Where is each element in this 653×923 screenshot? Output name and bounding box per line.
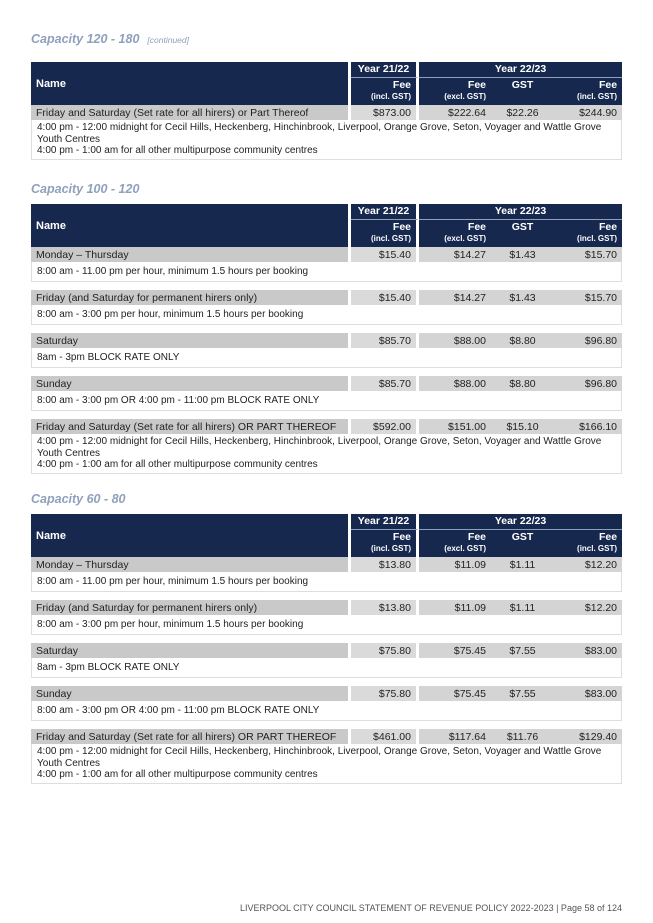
fee-year-21-22: $873.00 (351, 105, 419, 120)
gst-amount: $1.11 (491, 600, 554, 615)
fee-table (31, 204, 622, 474)
column-header-year-21-22: Year 21/22 (351, 514, 419, 530)
row-spacer (31, 592, 622, 600)
table-row (31, 600, 622, 615)
fee-excl-gst: $88.00 (419, 376, 491, 391)
table-row-note (31, 305, 622, 325)
fee-year-21-22: $85.70 (351, 376, 419, 391)
column-header-fee-excl: Fee (excl. GST) (419, 530, 491, 557)
table-row-note (31, 391, 622, 411)
column-header-year-21-22: Year 21/22 (351, 62, 419, 78)
fee-incl-gst: $83.00 (554, 686, 622, 701)
fee-incl-gst: $244.90 (554, 105, 622, 120)
column-header-year-21-22: Year 21/22 (351, 204, 419, 220)
fee-year-21-22: $85.70 (351, 333, 419, 348)
fee-year-21-22: $15.40 (351, 290, 419, 305)
gst-amount: $11.76 (491, 729, 554, 744)
table-row-note (31, 701, 622, 721)
table-row-note (31, 572, 622, 592)
table-row-note (31, 262, 622, 282)
fee-name: Saturday (31, 643, 351, 658)
table-row-note (31, 615, 622, 635)
row-spacer (31, 721, 622, 729)
column-header-name: Name (31, 514, 351, 557)
row-note: 8:00 am - 3:00 pm per hour, minimum 1.5 hours per booking (31, 615, 622, 635)
section-capacity-120-180 (31, 32, 622, 160)
column-header-year-22-23: Year 22/23 (419, 62, 622, 78)
gst-amount: $1.43 (491, 290, 554, 305)
column-header-fee-incl: Fee (incl. GST) (554, 78, 622, 105)
row-note: 8:00 am - 3:00 pm OR 4:00 pm - 11:00 pm BLOCK RATE ONLY (31, 391, 622, 411)
table-row (31, 557, 622, 572)
fee-excl-gst: $88.00 (419, 333, 491, 348)
row-spacer (31, 325, 622, 333)
fee-excl-gst: $151.00 (419, 419, 491, 434)
fee-name: Sunday (31, 686, 351, 701)
fee-name: Friday and Saturday (Set rate for all hirers) OR PART THEREOF (31, 729, 351, 744)
row-note: 8am - 3pm BLOCK RATE ONLY (31, 348, 622, 368)
fee-name: Monday – Thursday (31, 557, 351, 572)
fee-year-21-22: $15.40 (351, 247, 419, 262)
fee-excl-gst: $14.27 (419, 290, 491, 305)
column-header-fee-incl: Fee (incl. GST) (351, 220, 419, 247)
fee-year-21-22: $13.80 (351, 600, 419, 615)
fee-excl-gst: $14.27 (419, 247, 491, 262)
table-row (31, 376, 622, 391)
table-row-note (31, 120, 622, 160)
table-row-note (31, 348, 622, 368)
table-row (31, 419, 622, 434)
column-header-gst: GST (491, 530, 554, 557)
gst-amount: $8.80 (491, 376, 554, 391)
row-spacer (31, 411, 622, 419)
row-note: 4:00 pm - 12:00 midnight for Cecil Hills, Heckenberg, Hinchinbrook, Liverpool, Orange Grove, Seton, Voyager and Wattle Grove Youth Centres 4:00 pm - 1:00 am for all other multipurpose community centres (31, 744, 622, 784)
gst-amount: $7.55 (491, 686, 554, 701)
fee-year-21-22: $592.00 (351, 419, 419, 434)
row-note: 8:00 am - 11.00 pm per hour, minimum 1.5 hours per booking (31, 262, 622, 282)
fee-name: Friday and Saturday (Set rate for all hirers) or Part Thereof (31, 105, 351, 120)
row-spacer (31, 368, 622, 376)
table-row-note (31, 744, 622, 784)
fee-excl-gst: $75.45 (419, 686, 491, 701)
fee-name: Sunday (31, 376, 351, 391)
column-header-fee-excl: Fee (excl. GST) (419, 78, 491, 105)
fee-incl-gst: $96.80 (554, 376, 622, 391)
column-header-name: Name (31, 62, 351, 105)
row-note: 4:00 pm - 12:00 midnight for Cecil Hills, Heckenberg, Hinchinbrook, Liverpool, Orange Grove, Seton, Voyager and Wattle Grove Youth Centres 4:00 pm - 1:00 am for all other multipurpose community centres (31, 434, 622, 474)
column-header-fee-incl: Fee (incl. GST) (554, 220, 622, 247)
table-row (31, 333, 622, 348)
column-header-gst: GST (491, 220, 554, 247)
fee-excl-gst: $222.64 (419, 105, 491, 120)
page-footer: LIVERPOOL CITY COUNCIL STATEMENT OF REVENUE POLICY 2022-2023 | Page 58 of 124 (240, 903, 622, 913)
gst-amount: $8.80 (491, 333, 554, 348)
fee-incl-gst: $166.10 (554, 419, 622, 434)
fee-year-21-22: $75.80 (351, 686, 419, 701)
section-title: Capacity 100 - 120 (31, 182, 140, 196)
fee-name: Friday (and Saturday for permanent hirers only) (31, 290, 351, 305)
column-header-name: Name (31, 204, 351, 247)
gst-amount: $22.26 (491, 105, 554, 120)
section-title: Capacity 60 - 80 (31, 492, 126, 506)
gst-amount: $1.43 (491, 247, 554, 262)
row-note: 8:00 am - 3:00 pm per hour, minimum 1.5 hours per booking (31, 305, 622, 325)
column-header-fee-incl: Fee (incl. GST) (351, 78, 419, 105)
fee-excl-gst: $75.45 (419, 643, 491, 658)
column-header-fee-excl: Fee (excl. GST) (419, 220, 491, 247)
row-spacer (31, 282, 622, 290)
continued-label: [continued] (147, 35, 189, 45)
gst-amount: $1.11 (491, 557, 554, 572)
section-title: Capacity 120 - 180 [continued] (31, 32, 189, 46)
column-header-fee-incl: Fee (incl. GST) (554, 530, 622, 557)
table-row-note (31, 658, 622, 678)
fee-year-21-22: $461.00 (351, 729, 419, 744)
table-row (31, 643, 622, 658)
fee-name: Monday – Thursday (31, 247, 351, 262)
column-header-fee-incl: Fee (incl. GST) (351, 530, 419, 557)
fee-incl-gst: $15.70 (554, 290, 622, 305)
section-capacity-100-120 (31, 182, 622, 474)
section-capacity-60-80 (31, 492, 622, 784)
fee-incl-gst: $12.20 (554, 557, 622, 572)
fee-year-21-22: $13.80 (351, 557, 419, 572)
column-header-gst: GST (491, 78, 554, 105)
table-row-note (31, 434, 622, 474)
row-spacer (31, 635, 622, 643)
fee-table (31, 514, 622, 784)
fee-name: Friday (and Saturday for permanent hirers only) (31, 600, 351, 615)
column-header-year-22-23: Year 22/23 (419, 204, 622, 220)
fee-incl-gst: $83.00 (554, 643, 622, 658)
gst-amount: $15.10 (491, 419, 554, 434)
row-note: 8am - 3pm BLOCK RATE ONLY (31, 658, 622, 678)
fee-table (31, 62, 622, 160)
gst-amount: $7.55 (491, 643, 554, 658)
table-row (31, 729, 622, 744)
fee-name: Saturday (31, 333, 351, 348)
fee-incl-gst: $129.40 (554, 729, 622, 744)
fee-year-21-22: $75.80 (351, 643, 419, 658)
fee-incl-gst: $12.20 (554, 600, 622, 615)
column-header-year-22-23: Year 22/23 (419, 514, 622, 530)
fee-incl-gst: $15.70 (554, 247, 622, 262)
table-row (31, 686, 622, 701)
row-note: 8:00 am - 3:00 pm OR 4:00 pm - 11:00 pm BLOCK RATE ONLY (31, 701, 622, 721)
row-note: 8:00 am - 11.00 pm per hour, minimum 1.5 hours per booking (31, 572, 622, 592)
fee-excl-gst: $11.09 (419, 600, 491, 615)
table-row (31, 105, 622, 120)
table-row (31, 290, 622, 305)
fee-incl-gst: $96.80 (554, 333, 622, 348)
row-note: 4:00 pm - 12:00 midnight for Cecil Hills, Heckenberg, Hinchinbrook, Liverpool, Orange Grove, Seton, Voyager and Wattle Grove Youth Centres 4:00 pm - 1:00 am for all other multipurpose community centres (31, 120, 622, 160)
fee-excl-gst: $11.09 (419, 557, 491, 572)
row-spacer (31, 678, 622, 686)
fee-name: Friday and Saturday (Set rate for all hirers) OR PART THEREOF (31, 419, 351, 434)
fee-excl-gst: $117.64 (419, 729, 491, 744)
table-row (31, 247, 622, 262)
